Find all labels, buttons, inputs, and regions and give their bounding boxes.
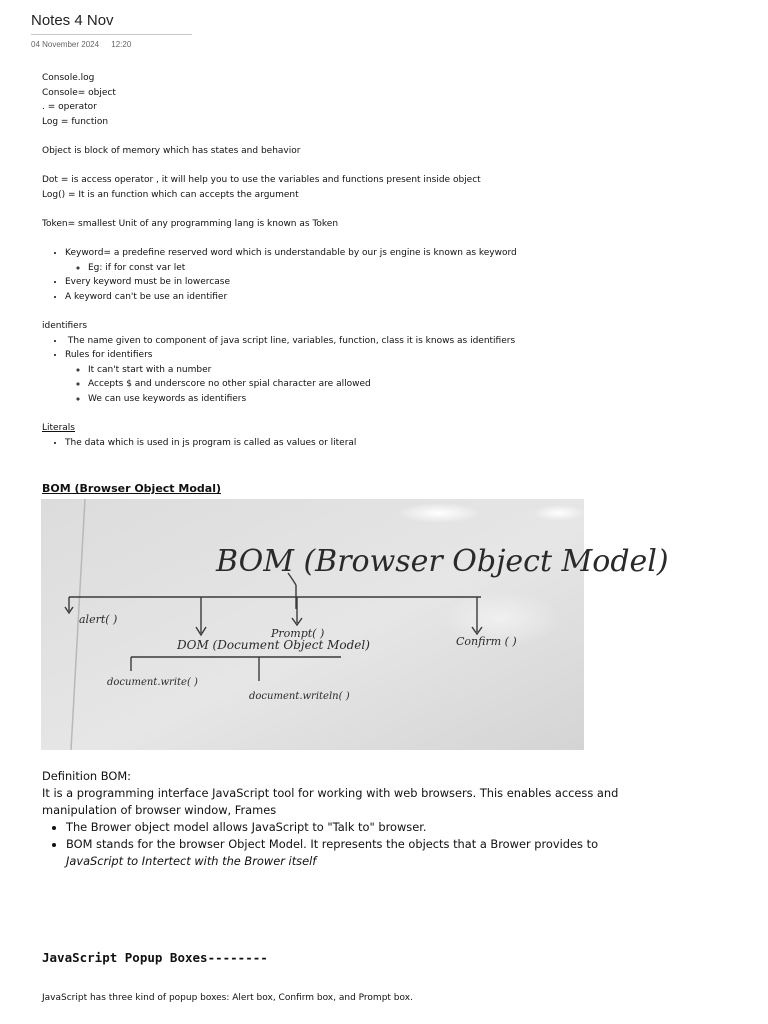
board-main-label: BOM (Browser Object Model) bbox=[216, 544, 669, 579]
page-title: Notes 4 Nov bbox=[31, 12, 114, 29]
board-dom-label: DOM (Document Object Model) bbox=[177, 638, 370, 652]
page-date: 04 November 2024 bbox=[31, 40, 100, 49]
definition-text: It is a programming interface JavaScript tool for working with web browsers. This enables access and manipulation of browser window, Frames bbox=[42, 786, 619, 817]
list-item: • Every keyword must be in lowercase bbox=[65, 275, 682, 290]
board-confirm-label: Confirm ( ) bbox=[456, 635, 517, 648]
popup-text: JavaScript has three kind of popup boxes: Alert box, Confirm box, and Prompt box. bbox=[42, 993, 413, 1003]
list-item: • Rules for identifiers ◦ It can't start with a number ◦ Accepts $ and underscore no other spial character are allowed ◦ We can use keywords as identifiers bbox=[65, 348, 682, 406]
literals-heading: Literals bbox=[42, 423, 75, 434]
console-line: Console= object bbox=[42, 87, 116, 98]
dot-definition: Dot = is access operator , it will help you to use the variables and functions present inside object bbox=[42, 175, 481, 186]
list-item: ◦ It can't start with a number bbox=[88, 363, 682, 378]
list-item: • A keyword can't be use an identifier bbox=[65, 290, 682, 305]
console-line: Console.log bbox=[42, 73, 95, 83]
board-alert-label: alert( ) bbox=[79, 613, 118, 626]
list-item: • The data which is used in js program is called as values or literal bbox=[65, 436, 682, 451]
bom-definition bbox=[42, 768, 642, 870]
definition-label: Definition BOM: bbox=[42, 769, 132, 783]
keyword-list bbox=[42, 246, 682, 304]
token-definition: Token= smallest Unit of any programming lang is known as Token bbox=[42, 218, 339, 229]
list-item: ◦ We can use keywords as identifiers bbox=[88, 392, 682, 407]
list-item: • The Brower object model allows JavaScript to "Talk to" browser. bbox=[66, 819, 642, 836]
title-divider bbox=[31, 34, 192, 35]
page-time: 12:20 bbox=[111, 40, 132, 49]
literals-list bbox=[42, 436, 682, 451]
page-meta bbox=[31, 40, 131, 49]
bom-heading: BOM (Browser Object Modal) bbox=[42, 482, 221, 495]
console-line: . = operator bbox=[42, 102, 97, 113]
identifiers-list bbox=[42, 334, 682, 407]
whiteboard-photo bbox=[41, 499, 669, 750]
object-definition: Object is block of memory which has states and behavior bbox=[42, 145, 301, 156]
list-item: • The name given to component of java script line, variables, function, class it is knows as identifiers bbox=[65, 334, 682, 349]
popup-heading: JavaScript Popup Boxes-------- bbox=[42, 950, 268, 965]
board-writeln-label: document.writeln( ) bbox=[249, 691, 350, 702]
notes-body bbox=[42, 71, 682, 450]
list-item: • BOM stands for the browser Object Model. It represents the objects that a Brower provides to JavaScript to Intertect with the Brower itself bbox=[66, 836, 642, 870]
list-item: ◦ Eg: if for const var let bbox=[88, 261, 682, 276]
log-definition: Log() = It is an function which can accepts the argument bbox=[42, 189, 299, 200]
console-line: Log = function bbox=[42, 116, 109, 127]
definition-list bbox=[42, 819, 642, 870]
list-item: ◦ Accepts $ and underscore no other spial character are allowed bbox=[88, 377, 682, 392]
board-prompt-label: Prompt( ) bbox=[271, 627, 325, 640]
board-write-label: document.write( ) bbox=[107, 677, 198, 688]
list-item: • Keyword= a predefine reserved word which is understandable by our js engine is known as keyword ◦ Eg: if for const var let bbox=[65, 246, 682, 275]
identifiers-heading: identifiers bbox=[42, 321, 88, 332]
